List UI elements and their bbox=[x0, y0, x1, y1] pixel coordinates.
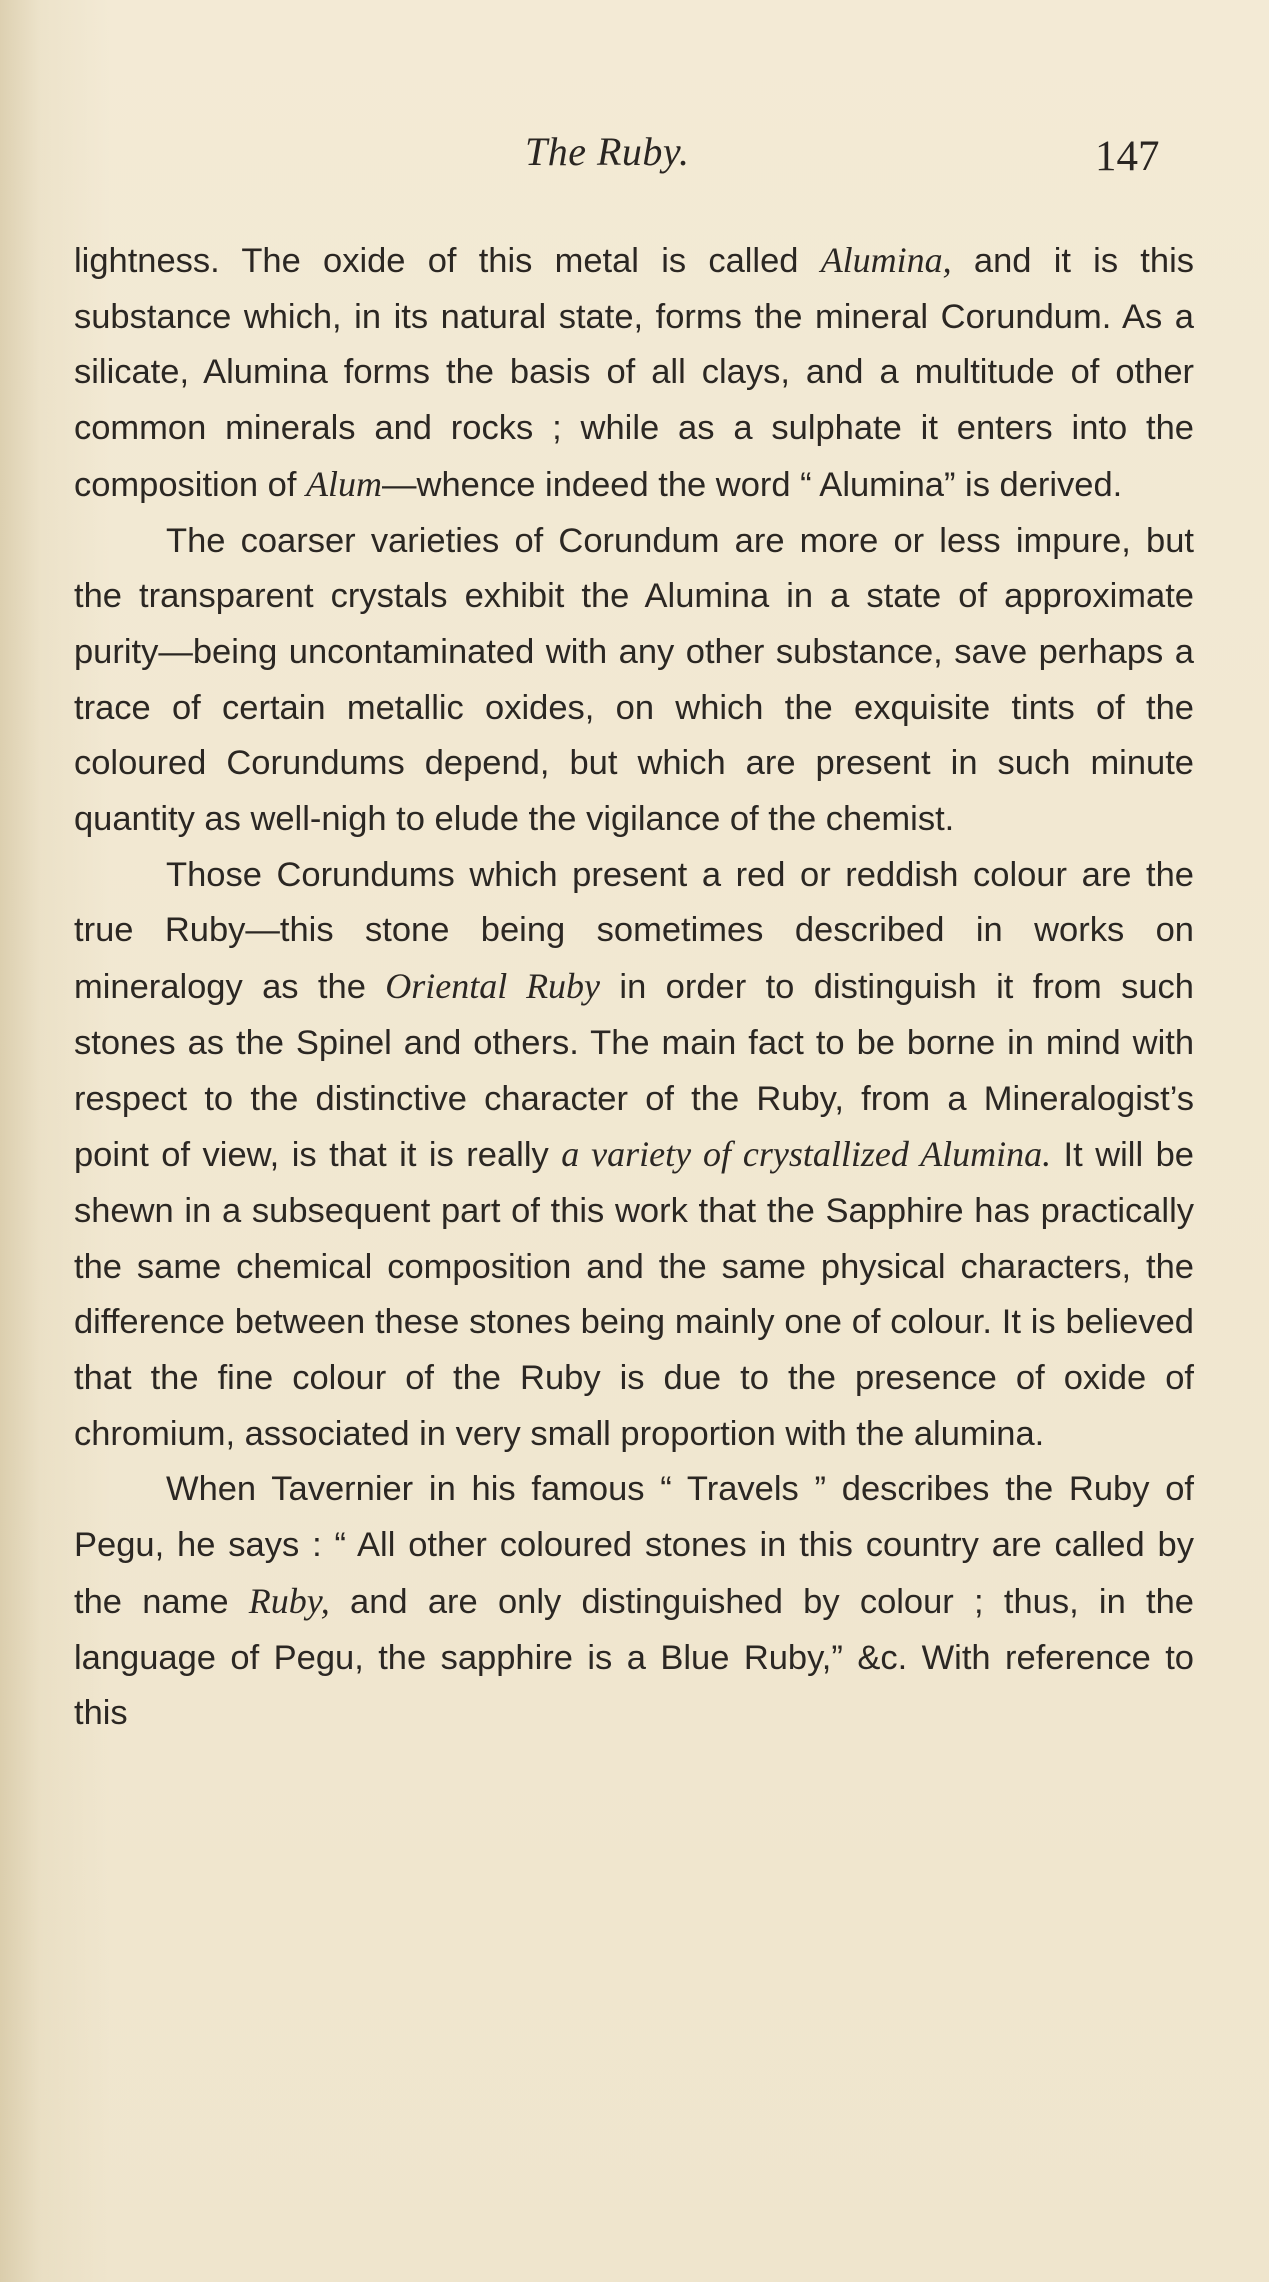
p1-text-e: —whence indeed the word “ Alumina” is derived. bbox=[382, 465, 1123, 504]
paragraph-1 bbox=[74, 233, 1194, 514]
p4-text-c: and are only distinguished by colour ; thus, in the language of Pegu, the sapphire is a Blue Ruby,” &c. With reference to this bbox=[74, 1582, 1194, 1733]
p3-text-e: It will be shewn in a subsequent part of this work that the Sapphire has practically the same chemical composition and the same physical characters, the difference between these stones being mainly one of colour. It is believed that the fine colour of the Ruby is due to the presence of oxide of chromium, associated in very small proportion with the alumina. bbox=[74, 1136, 1194, 1453]
paragraph-2 bbox=[74, 514, 1194, 848]
p1-italic-alum: Alum bbox=[306, 463, 383, 504]
p1-text-a: lightness. The oxide of this metal is called bbox=[74, 242, 821, 280]
p3-text-c: in order to distinguish it from such stones as the Spinel and others. The main fact to be borne in mind with respect to the distinctive character of the Ruby, from a Mineralogist’s point of view, is that it is really bbox=[74, 968, 1194, 1175]
p1-text-c: and it is this substance which, in its natural state, forms the mineral Corundum. As a silicate, Alumina forms the basis of all clays, and a multitude of other common minerals and rocks ; while as a sulphate it enters into the composition of bbox=[74, 242, 1194, 504]
running-title: The Ruby. bbox=[525, 129, 690, 174]
p4-text-a: When Tavernier in his famous “ Travels ” describes the Ruby of Pegu, he says : “ All other coloured stones in this country are called by the name bbox=[74, 1470, 1194, 1621]
p3-italic-oriental-ruby: Oriental Ruby bbox=[385, 966, 601, 1007]
paragraph-3 bbox=[74, 848, 1194, 1463]
p3-text-a: Those Corundums which present a red or reddish colour are the true Ruby—this stone being sometimes described in works on mineralogy as the bbox=[74, 855, 1194, 1007]
page-number: 147 bbox=[1095, 133, 1160, 180]
page-header bbox=[0, 128, 1269, 188]
p4-italic-ruby: Ruby, bbox=[248, 1580, 330, 1621]
body-text bbox=[74, 233, 1194, 1742]
p2-text: The coarser varieties of Corundum are more or less impure, but the transparent crystals exhibit the Alumina in a state of approximate purity—being uncontaminated with any other substance, save perhaps a trace of certain metallic oxides, on which the exquisite tints of the coloured Corundums depend, but which are present in such minute quantity as well-nigh to elude the vigilance of the chemist. bbox=[74, 521, 1194, 839]
p1-italic-alumina: Alumina, bbox=[820, 240, 952, 280]
p3-italic-variety: a variety of crystallized Alumina. bbox=[561, 1134, 1052, 1175]
paragraph-4 bbox=[74, 1462, 1194, 1742]
